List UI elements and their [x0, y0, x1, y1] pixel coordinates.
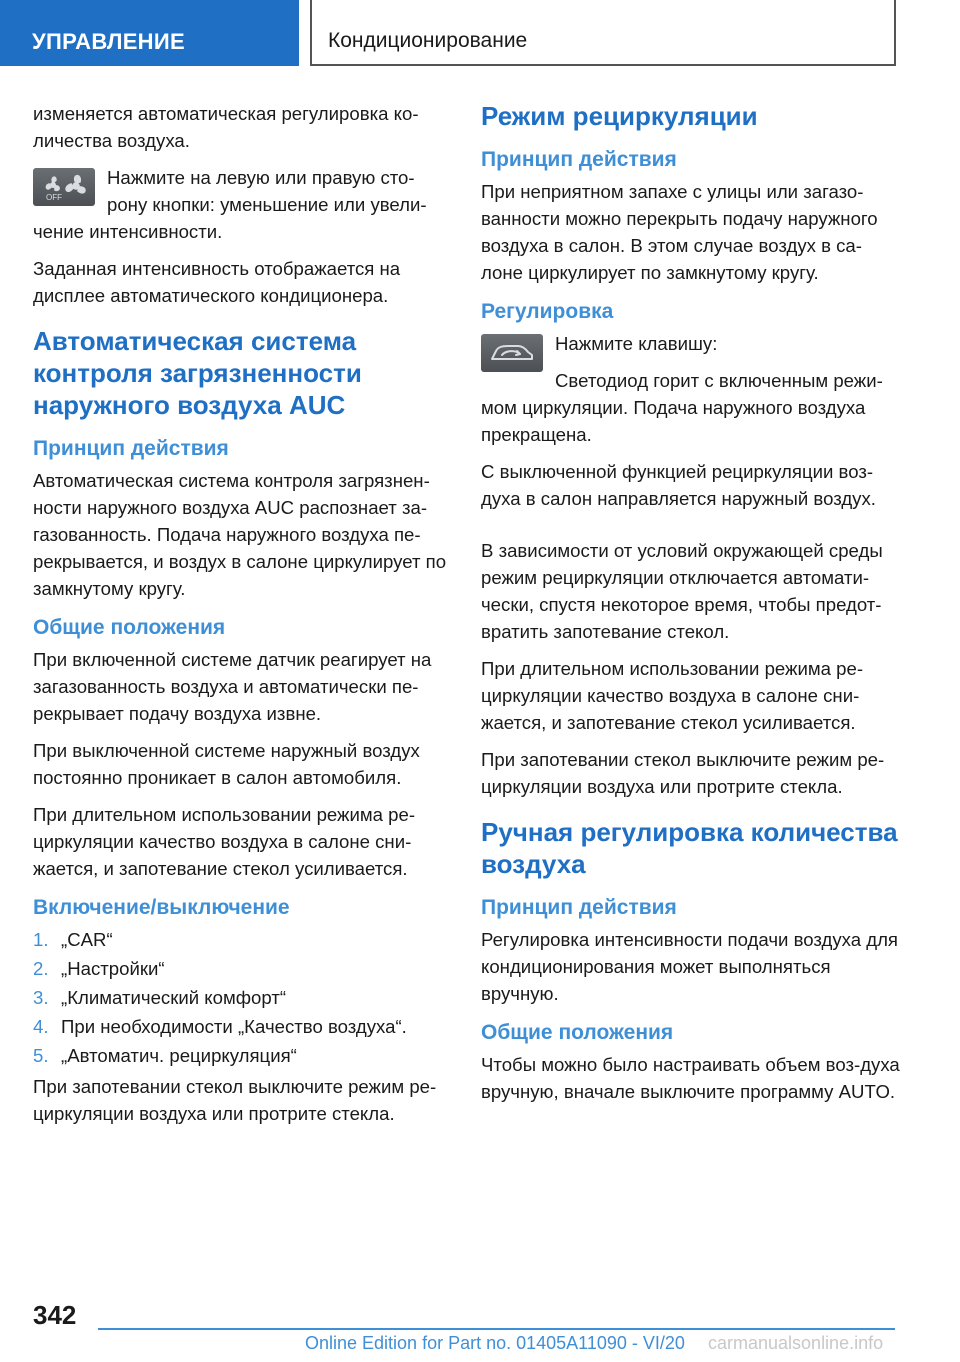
edition-text: Online Edition for Part no. 01405A11090 - VI/20 [305, 1333, 685, 1353]
list-item [33, 1013, 451, 1040]
step-number: 5. [33, 1045, 49, 1066]
subheading: Принцип действия [481, 148, 677, 171]
subheading: Общие положения [33, 616, 226, 639]
list-item [33, 1042, 451, 1069]
heading-auc: Автоматическая система контроля загрязненности наружного воздуха AUC [33, 326, 362, 420]
step-text: „Климатический комфорт“ [61, 987, 287, 1008]
paragraph: изменяется автоматическая регулировка ко-личества воздуха. [33, 103, 419, 151]
subheading: Включение/выключение [33, 896, 290, 919]
step-text: „Настройки“ [61, 958, 165, 979]
steps-list [33, 926, 451, 1069]
paragraph: Заданная интенсивность отображается на дисплее автоматического кондиционера. [33, 258, 401, 306]
paragraph: С выключенной функцией рециркуляции воз-духа в салон направляется наружный воздух. [481, 461, 876, 509]
fan-button-icon [33, 168, 95, 206]
step-number: 2. [33, 958, 49, 979]
paragraph: Светодиод горит с включенным режи-мом циркуляции. Подача наружного воздуха прекращена. [481, 370, 883, 445]
footer-divider [98, 1328, 895, 1330]
paragraph: При запотевании стекол выключите режим ре-циркуляции воздуха или протрите стекла. [33, 1076, 437, 1124]
step-text: „Автоматич. рециркуляция“ [61, 1045, 297, 1066]
fan-instruction [33, 164, 451, 245]
heading-recirculation: Режим рециркуляции [481, 101, 758, 131]
subheading: Принцип действия [481, 896, 677, 919]
paragraph: При выключенной системе наружный воздух постоянно проникает в салон автомобиля. [33, 740, 420, 788]
step-number: 4. [33, 1016, 49, 1037]
paragraph: При длительном использовании режима ре-циркуляции качество воздуха в салоне сни-жается, и запотевание стекол усиливается. [33, 804, 416, 879]
step-text: При необходимости „Качество воздуха“. [61, 1016, 407, 1037]
paragraph: Регулировка интенсивности подачи воздуха для кондиционирования может выполняться вручную. [481, 929, 898, 1004]
subheading: Регулировка [481, 300, 614, 323]
list-item [33, 984, 451, 1011]
step-number: 3. [33, 987, 49, 1008]
right-column [481, 100, 901, 1115]
paragraph: Нажмите клавишу: [555, 333, 718, 354]
chapter-title: Кондиционирование [310, 0, 896, 66]
paragraph: В зависимости от условий окружающей среды режим рециркуляции отключается автомати-чески, спустя некоторое время, чтобы предот-вратить запотевание стекол. [481, 540, 883, 642]
fan-off-label: OFF [46, 193, 62, 202]
subheading: Общие положения [481, 1021, 674, 1044]
paragraph: При длительном использовании режима ре-циркуляции качество воздуха в салоне сни-жается, и запотевание стекол усиливается. [481, 658, 864, 733]
recirculation-button-icon [481, 334, 543, 372]
watermark: carmanualsonline.info [708, 1333, 884, 1353]
list-item [33, 955, 451, 982]
paragraph: При включенной системе датчик реагирует на загазованность воздуха и автоматически пе-рекрывает подачу воздуха извне. [33, 649, 432, 724]
step-number: 1. [33, 929, 49, 950]
recirc-instruction [481, 330, 901, 448]
page-header [0, 0, 960, 66]
paragraph: Чтобы можно было настраивать объем воз-духа вручную, вначале выключите программу AUTO. [481, 1054, 900, 1102]
section-title: УПРАВЛЕНИЕ [0, 0, 299, 66]
step-text: „CAR“ [61, 929, 113, 950]
paragraph: При неприятном запахе с улицы или загазо-ванности можно перекрыть подачу наружного воздуха в салон. В этом случае воздух в са-лоне циркулирует по замкнутому кругу. [481, 181, 878, 283]
page-number: 342 [33, 1300, 77, 1330]
list-item [33, 926, 451, 953]
subheading: Принцип действия [33, 437, 229, 460]
heading-manual: Ручная регулировка количества воздуха [481, 817, 898, 879]
paragraph: При запотевании стекол выключите режим ре-циркуляции воздуха или протрите стекла. [481, 749, 885, 797]
paragraph: Автоматическая система контроля загрязнен-ности наружного воздуха AUC распознает за-газованность. Подача наружного воздуха пе-рекрывается, и воздух в салоне циркулирует по замкнутому кругу. [33, 470, 447, 599]
paragraph: Нажмите на левую или правую сто-рону кнопки: уменьшение или увели-чение интенсивности. [33, 167, 427, 242]
left-column [33, 100, 451, 1137]
